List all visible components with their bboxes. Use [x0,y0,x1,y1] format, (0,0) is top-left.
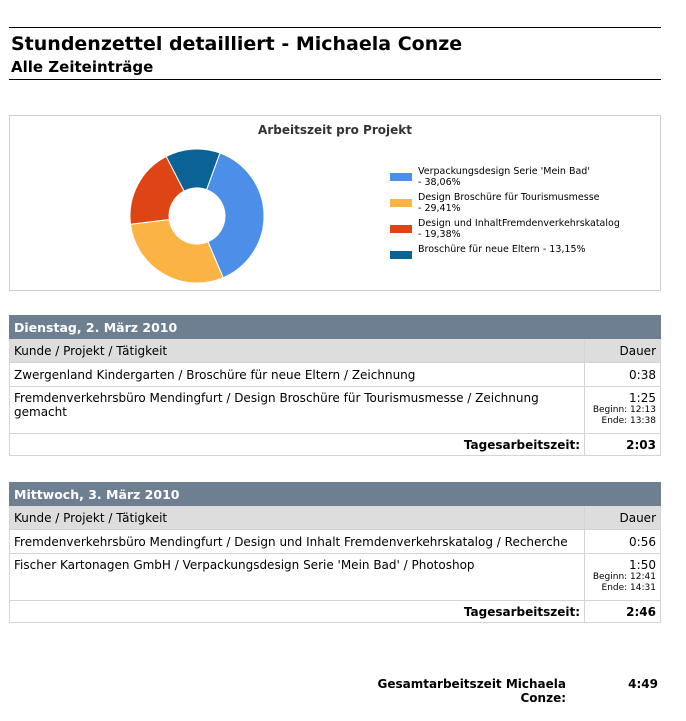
entry-end: Ende: 14:31 [601,583,656,593]
entry-text: Fremdenverkehrsbüro Mendingfurt / Design Broschüre für Tourismusmesse / Zeichnung gemacht [10,387,585,434]
column-header-duration: Dauer [585,506,661,530]
entry-duration: 1:25 [629,391,656,405]
legend-label: Design Broschüre für Tourismusmesse [418,192,600,203]
legend-label: Broschüre für neue Eltern [418,244,540,255]
column-header-duration: Dauer [585,339,661,363]
day-total-label: Tagesarbeitszeit: [10,434,585,456]
legend-label: Design und InhaltFremdenverkehrskatalog [418,218,620,229]
entry-duration: 1:50 [629,558,656,572]
day-header-row [10,316,661,339]
legend-item [390,192,650,214]
entry-duration: 0:38 [585,363,661,387]
chart-title: Arbeitszeit pro Projekt [258,123,412,137]
table-row [10,387,661,434]
chart-legend [390,166,650,259]
grand-total-label: Gesamtarbeitszeit Michaela Conze: [377,677,566,705]
legend-item [390,166,650,188]
entry-end: Ende: 13:38 [601,416,656,426]
grand-total-value: 4:49 [628,677,658,691]
table-row [10,554,661,601]
legend-swatch [390,251,412,259]
legend-swatch [390,173,412,181]
day-total-value: 2:03 [585,434,661,456]
entry-begin: Beginn: 12:13 [592,405,656,415]
legend-item [390,218,650,240]
day-total-row [10,434,661,456]
day-table [9,482,661,623]
day-total-label: Tagesarbeitszeit: [10,601,585,623]
day-total-value: 2:46 [585,601,661,623]
legend-swatch [390,199,412,207]
legend-percent: - 29,41% [418,203,461,214]
donut-slice [131,219,224,283]
legend-label: Verpackungsdesign Serie 'Mein Bad' [418,166,590,177]
legend-percent: - 13,15% [542,244,586,255]
day-date: Mittwoch, 3. März 2010 [10,483,661,506]
column-header-activity: Kunde / Projekt / Tätigkeit [10,506,585,530]
entry-duration: 0:56 [585,530,661,554]
header-top-rule [9,27,661,28]
page-subtitle: Alle Zeiteinträge [11,58,154,76]
day-header-row [10,483,661,506]
day-table [9,315,661,456]
entry-text: Fischer Kartonagen GmbH / Verpackungsdesign Serie 'Mein Bad' / Photoshop [10,554,585,601]
legend-item [390,244,650,255]
table-row [10,530,661,554]
day-date: Dienstag, 2. März 2010 [10,316,661,339]
day-total-row [10,601,661,623]
entry-text: Fremdenverkehrsbüro Mendingfurt / Design und Inhalt Fremdenverkehrskatalog / Recherche [10,530,585,554]
legend-swatch [390,225,412,233]
table-row [10,363,661,387]
column-header-row [10,506,661,530]
chart-panel [9,115,661,291]
column-header-row [10,339,661,363]
column-header-activity: Kunde / Projekt / Tätigkeit [10,339,585,363]
entry-begin: Beginn: 12:41 [592,572,656,582]
entry-duration-cell [585,387,661,434]
page-title: Stundenzettel detailliert - Michaela Conze [11,33,463,55]
entry-text: Zwergenland Kindergarten / Broschüre für neue Eltern / Zeichnung [10,363,585,387]
legend-percent: - 38,06% [418,177,461,188]
legend-percent: - 19,38% [418,229,461,240]
entry-duration-cell [585,554,661,601]
header-bottom-rule [9,79,661,80]
